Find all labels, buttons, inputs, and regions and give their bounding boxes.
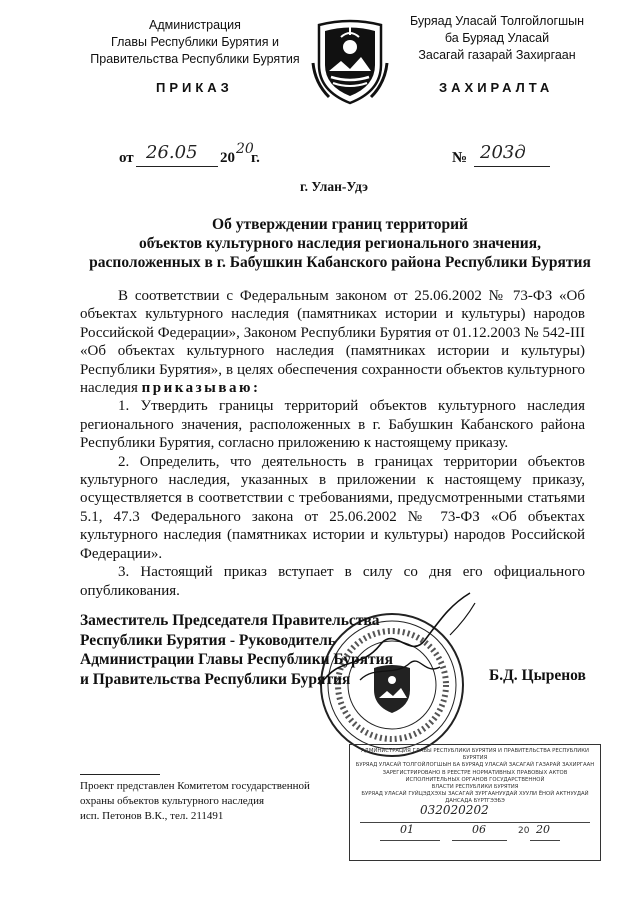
order-verb: приказываю: <box>141 380 261 397</box>
position-line-3: Администрации Главы Республики Бурятия <box>80 651 393 668</box>
body-item-3: 3. Настоящий приказ вступает в силу со дня его официального опубликования. <box>80 564 585 599</box>
number-prefix: № <box>452 150 468 166</box>
number-handwritten: 203д <box>480 142 526 163</box>
issuer-bua-line-3: Засагай газарай Захиргаан <box>418 48 576 62</box>
date-prefix: от <box>119 150 134 166</box>
document-title <box>60 215 620 272</box>
signatory-position <box>80 611 393 689</box>
body-item-1: 1. Утвердить границы территорий объектов культурного наследия регионального значения, расположенных в г. Бабушкин Кабанского района Республики Бурятия, согласно приложению к настоящему приказу. <box>80 398 585 452</box>
year-prefix: 20 <box>220 150 235 166</box>
reg-line-5: ВЛАСТИ РЕСПУБЛИКИ БУРЯТИЯ <box>431 784 519 791</box>
document-body <box>80 287 585 600</box>
reg-line-1: АДМИНИСТРАЦИЯ ГЛАВЫ РЕСПУБЛИКИ БУРЯТИЯ И ПРАВИТЕЛЬСТВА РЕСПУБЛИКИ БУРЯТИЯ <box>361 748 589 762</box>
year-handwritten: 20 <box>236 141 254 157</box>
reg-year: 20 <box>536 822 550 836</box>
reg-line-3: ЗАРЕГИСТРИРОВАНО В РЕЕСТРЕ НОРМАТИВНЫХ ПРАВОВЫХ АКТОВ <box>382 769 568 776</box>
position-line-4: и Правительства Республики Бурятия <box>80 670 351 688</box>
number-field <box>474 140 550 167</box>
body-item-2: 2. Определить, что деятельность в границах территории объектов культурного наследия, указанных в приложении к настоящему приказу, осуществляется в соответствии с требованиями, предусмотренными статьями 5.1, 47.3 Федерального закона от 25.06.2002 № 73-ФЗ «Об объектах культурного наследия (памятниках истории и культуры) народов Российской Федерации». <box>80 453 585 562</box>
reg-year-prefix: 20 <box>518 825 530 836</box>
coat-of-arms-icon <box>311 13 389 107</box>
reg-line-4: ИСПОЛНИТЕЛЬНЫХ ОРГАНОВ ГОСУДАРСТВЕННОЙ <box>405 776 545 783</box>
registration-stamp <box>349 744 601 861</box>
body-intro <box>80 287 585 397</box>
position-line-2: Республики Бурятия - Руководитель <box>80 631 336 649</box>
footnote <box>80 779 310 824</box>
intro-text: В соответствии с Федеральным законом от 25.06.2002 № 73-ФЗ «Об объектах культурного наследия (памятниках истории и культуры) народов Российской Федерации», Законом Республики Бурятия от 01.12.2003 № 542-III «Об объектах культурного наследия (памятниках истории и культуры) Республики Бурятия», в целях обеспечения сохранности объектов культурного наследия <box>80 288 585 397</box>
date-handwritten: 26.05 <box>146 142 198 163</box>
reg-number: 032020202 <box>420 802 489 817</box>
order-word-bua: ЗАХИРАЛТА <box>439 80 554 95</box>
city: г. Улан-Удэ <box>300 179 368 194</box>
issuer-bua-line-1: Буряад Уласай Толгойлогшын <box>409 14 585 28</box>
position-line-1: Заместитель Председателя Правительства <box>80 612 380 629</box>
title-line-2: объектов культурного наследия регионального значения, <box>139 235 541 252</box>
footnote-line-2: охраны объектов культурного наследия <box>80 795 265 807</box>
reg-line-6: БУРЯАД УЛАСАЙ ГУЙЦЭДХЭХЫ ЗАСАГАЙ ЗУРГААНУУДАЙ ХУУЛИ ЁНОЙ АКТНУУДАЙ <box>361 791 589 798</box>
issuer-bua-line-2: ба Буряад Уласай <box>444 31 550 45</box>
year-suffix: г. <box>251 150 260 166</box>
date-field <box>136 140 218 167</box>
issuer-line-2: Главы Республики Бурятия и <box>111 35 279 49</box>
footnote-line-1: Проект представлен Комитетом государственной <box>80 780 310 792</box>
title-line-3: расположенных в г. Бабушкин Кабанского района Республики Бурятия <box>89 254 591 271</box>
issuer-bua <box>392 13 602 64</box>
reg-day: 01 <box>400 822 414 836</box>
footnote-line-3: исп. Петонов В.К., тел. 211491 <box>80 810 224 822</box>
reg-line-2: БУРЯАД УЛАСАЙ ТОЛГОЙЛОГШЫН БА БУРЯАД УЛАСАЙ ЗАСАГАЙ ГАЗАРАЙ ЗАХИРГААН <box>355 762 595 769</box>
footnote-divider <box>80 774 160 775</box>
signatory-name: Б.Д. Цыренов <box>489 667 586 684</box>
title-line-1: Об утверждении границ территорий <box>212 216 468 233</box>
issuer-line-1: Администрация <box>149 18 241 32</box>
order-word-ru: ПРИКАЗ <box>156 80 233 95</box>
reg-date-row <box>360 822 590 839</box>
issuer-ru <box>80 17 310 68</box>
issuer-line-3: Правительства Республики Бурятия <box>90 52 300 66</box>
reg-number-field <box>360 802 590 823</box>
reg-line-7: ДАНСАДА БҮРТГЭЭБЭ <box>445 798 505 805</box>
reg-month: 06 <box>472 822 486 836</box>
